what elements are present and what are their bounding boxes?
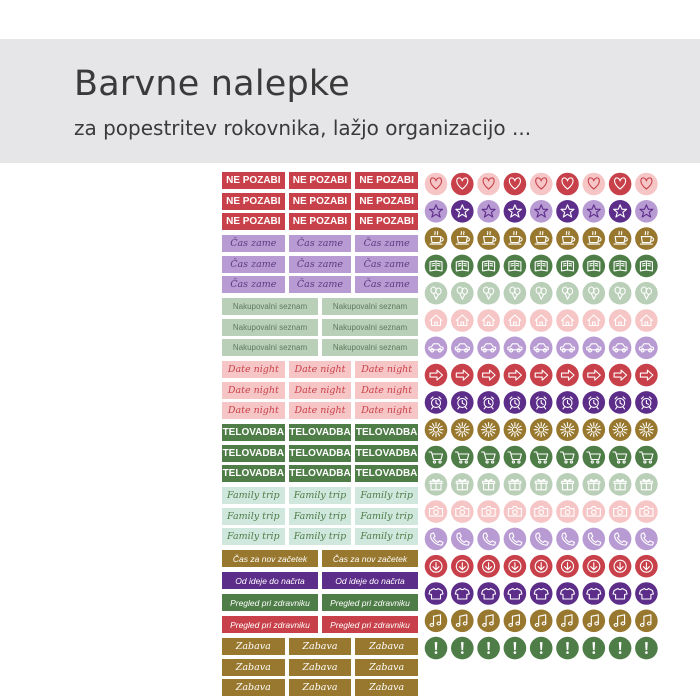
music-note-icon [425, 610, 448, 633]
exclamation-icon [583, 637, 606, 660]
heart-icon [583, 173, 606, 196]
alarm-clock-icon [477, 391, 500, 414]
balloons-icon [635, 282, 658, 305]
balloons-icon [451, 282, 474, 305]
phone-icon [451, 528, 474, 551]
label-sticker: NE POZABI [289, 213, 352, 230]
music-note-icon [556, 610, 579, 633]
car-icon [504, 337, 527, 360]
music-note-icon [530, 610, 553, 633]
exclamation-icon [556, 637, 579, 660]
label-sticker: TELOVADBA [289, 445, 352, 462]
phone-icon [635, 528, 658, 551]
house-icon [530, 309, 553, 332]
label-sticker: NE POZABI [289, 193, 352, 210]
coffee-cup-icon [451, 227, 474, 250]
coffee-cup-icon [477, 227, 500, 250]
label-sticker: Od ideje do načrta [322, 572, 418, 589]
gift-icon [504, 473, 527, 496]
arrow-right-icon [583, 364, 606, 387]
music-note-icon [504, 610, 527, 633]
label-sticker: TELOVADBA [222, 465, 285, 482]
balloons-icon [556, 282, 579, 305]
label-sticker: Nakupovalni seznam [322, 339, 418, 356]
sun-icon [504, 418, 527, 441]
label-sticker: Family trip [222, 508, 285, 525]
phone-icon [425, 528, 448, 551]
alarm-clock-icon [556, 391, 579, 414]
book-icon [425, 255, 448, 278]
shirt-icon [425, 582, 448, 605]
balloons-icon [477, 282, 500, 305]
label-sticker: Pregled pri zdravniku [322, 616, 418, 633]
sun-icon [477, 418, 500, 441]
heart-icon [425, 173, 448, 196]
arrow-right-icon [530, 364, 553, 387]
label-sticker: NE POZABI [355, 172, 418, 189]
arrow-right-icon [609, 364, 632, 387]
label-sticker: Zabava [222, 638, 285, 655]
label-sticker: Date night [355, 382, 418, 399]
label-sticker: Family trip [355, 508, 418, 525]
heart-icon [451, 173, 474, 196]
label-sticker: Pregled pri zdravniku [222, 616, 318, 633]
download-icon [504, 555, 527, 578]
label-sticker: Nakupovalni seznam [222, 298, 318, 315]
label-sticker: TELOVADBA [355, 424, 418, 441]
arrow-right-icon [504, 364, 527, 387]
coffee-cup-icon [609, 227, 632, 250]
label-sticker: Date night [222, 361, 285, 378]
label-sticker: Čas za nov začetek [222, 550, 318, 567]
download-icon [530, 555, 553, 578]
balloons-icon [504, 282, 527, 305]
gift-icon [425, 473, 448, 496]
car-icon [583, 337, 606, 360]
download-icon [477, 555, 500, 578]
house-icon [451, 309, 474, 332]
camera-icon [635, 500, 658, 523]
label-sticker: TELOVADBA [222, 445, 285, 462]
shirt-icon [583, 582, 606, 605]
label-sticker: Nakupovalni seznam [222, 339, 318, 356]
alarm-clock-icon [425, 391, 448, 414]
label-sticker: Family trip [289, 508, 352, 525]
label-sticker: Čas zame [289, 276, 352, 293]
sun-icon [583, 418, 606, 441]
phone-icon [530, 528, 553, 551]
sun-icon [609, 418, 632, 441]
house-icon [477, 309, 500, 332]
star-icon [556, 200, 579, 223]
label-sticker: Family trip [222, 487, 285, 504]
car-icon [425, 337, 448, 360]
car-icon [477, 337, 500, 360]
exclamation-icon [530, 637, 553, 660]
label-sticker: Zabava [289, 679, 352, 696]
download-icon [425, 555, 448, 578]
star-icon [635, 200, 658, 223]
shopping-cart-icon [556, 446, 579, 469]
book-icon [530, 255, 553, 278]
sun-icon [451, 418, 474, 441]
shirt-icon [451, 582, 474, 605]
car-icon [451, 337, 474, 360]
download-icon [635, 555, 658, 578]
heart-icon [504, 173, 527, 196]
car-icon [556, 337, 579, 360]
exclamation-icon [451, 637, 474, 660]
label-sticker: Zabava [355, 638, 418, 655]
label-sticker: Čas zame [222, 276, 285, 293]
label-sticker: NE POZABI [222, 213, 285, 230]
label-sticker: Nakupovalni seznam [322, 298, 418, 315]
camera-icon [504, 500, 527, 523]
arrow-right-icon [635, 364, 658, 387]
phone-icon [556, 528, 579, 551]
shopping-cart-icon [609, 446, 632, 469]
book-icon [477, 255, 500, 278]
camera-icon [609, 500, 632, 523]
gift-icon [530, 473, 553, 496]
page-title: Barvne nalepke [74, 64, 350, 104]
star-icon [451, 200, 474, 223]
label-sticker: Čas zame [355, 235, 418, 252]
label-sticker: Family trip [222, 528, 285, 545]
label-sticker: Čas zame [355, 256, 418, 273]
arrow-right-icon [477, 364, 500, 387]
arrow-right-icon [425, 364, 448, 387]
sun-icon [635, 418, 658, 441]
label-sticker: Zabava [289, 638, 352, 655]
shopping-cart-icon [530, 446, 553, 469]
label-sticker: TELOVADBA [355, 465, 418, 482]
shopping-cart-icon [504, 446, 527, 469]
alarm-clock-icon [609, 391, 632, 414]
star-icon [609, 200, 632, 223]
arrow-right-icon [451, 364, 474, 387]
balloons-icon [425, 282, 448, 305]
label-sticker: Family trip [355, 487, 418, 504]
download-icon [451, 555, 474, 578]
label-sticker: Zabava [355, 679, 418, 696]
label-sticker: Čas zame [289, 235, 352, 252]
heart-icon [477, 173, 500, 196]
star-icon [504, 200, 527, 223]
phone-icon [583, 528, 606, 551]
label-sticker: Date night [222, 402, 285, 419]
label-sticker: Od ideje do načrta [222, 572, 318, 589]
coffee-cup-icon [556, 227, 579, 250]
download-icon [556, 555, 579, 578]
sun-icon [425, 418, 448, 441]
house-icon [635, 309, 658, 332]
car-icon [609, 337, 632, 360]
label-sticker: NE POZABI [355, 193, 418, 210]
alarm-clock-icon [530, 391, 553, 414]
car-icon [635, 337, 658, 360]
label-sticker: Zabava [222, 659, 285, 676]
alarm-clock-icon [583, 391, 606, 414]
label-sticker: NE POZABI [289, 172, 352, 189]
label-sticker: Date night [355, 361, 418, 378]
star-icon [530, 200, 553, 223]
camera-icon [425, 500, 448, 523]
label-sticker: NE POZABI [222, 193, 285, 210]
shirt-icon [556, 582, 579, 605]
coffee-cup-icon [504, 227, 527, 250]
balloons-icon [583, 282, 606, 305]
heart-icon [635, 173, 658, 196]
book-icon [609, 255, 632, 278]
shopping-cart-icon [635, 446, 658, 469]
phone-icon [477, 528, 500, 551]
label-sticker: Date night [289, 361, 352, 378]
label-sticker: Date night [355, 402, 418, 419]
alarm-clock-icon [504, 391, 527, 414]
label-sticker: Date night [222, 382, 285, 399]
label-sticker: Nakupovalni seznam [322, 319, 418, 336]
page-subtitle: za popestritev rokovnika, lažjo organizacijo ... [74, 116, 532, 140]
music-note-icon [609, 610, 632, 633]
label-sticker: Family trip [289, 487, 352, 504]
shirt-icon [530, 582, 553, 605]
sun-icon [530, 418, 553, 441]
book-icon [451, 255, 474, 278]
book-icon [635, 255, 658, 278]
label-sticker: Čas zame [222, 256, 285, 273]
exclamation-icon [425, 637, 448, 660]
house-icon [425, 309, 448, 332]
camera-icon [451, 500, 474, 523]
label-sticker: Pregled pri zdravniku [222, 594, 318, 611]
gift-icon [556, 473, 579, 496]
heart-icon [609, 173, 632, 196]
music-note-icon [477, 610, 500, 633]
shopping-cart-icon [583, 446, 606, 469]
shopping-cart-icon [425, 446, 448, 469]
coffee-cup-icon [425, 227, 448, 250]
shirt-icon [477, 582, 500, 605]
label-sticker: NE POZABI [222, 172, 285, 189]
house-icon [504, 309, 527, 332]
book-icon [583, 255, 606, 278]
label-sticker: Nakupovalni seznam [222, 319, 318, 336]
house-icon [583, 309, 606, 332]
shopping-cart-icon [451, 446, 474, 469]
label-sticker: Family trip [355, 528, 418, 545]
sun-icon [556, 418, 579, 441]
music-note-icon [451, 610, 474, 633]
gift-icon [583, 473, 606, 496]
arrow-right-icon [556, 364, 579, 387]
label-sticker: Zabava [222, 679, 285, 696]
label-sticker: Čas zame [222, 235, 285, 252]
coffee-cup-icon [635, 227, 658, 250]
music-note-icon [635, 610, 658, 633]
book-icon [556, 255, 579, 278]
label-sticker: TELOVADBA [222, 424, 285, 441]
download-icon [583, 555, 606, 578]
shopping-cart-icon [477, 446, 500, 469]
gift-icon [635, 473, 658, 496]
book-icon [504, 255, 527, 278]
label-sticker: Čas zame [355, 276, 418, 293]
label-sticker: TELOVADBA [289, 465, 352, 482]
download-icon [609, 555, 632, 578]
shirt-icon [504, 582, 527, 605]
house-icon [556, 309, 579, 332]
camera-icon [477, 500, 500, 523]
star-icon [583, 200, 606, 223]
camera-icon [530, 500, 553, 523]
heart-icon [556, 173, 579, 196]
phone-icon [504, 528, 527, 551]
label-sticker: Family trip [289, 528, 352, 545]
gift-icon [477, 473, 500, 496]
heart-icon [530, 173, 553, 196]
shirt-icon [609, 582, 632, 605]
house-icon [609, 309, 632, 332]
label-sticker: Čas zame [289, 256, 352, 273]
label-sticker: Zabava [289, 659, 352, 676]
music-note-icon [583, 610, 606, 633]
car-icon [530, 337, 553, 360]
label-sticker: Čas za nov začetek [322, 550, 418, 567]
balloons-icon [530, 282, 553, 305]
coffee-cup-icon [583, 227, 606, 250]
camera-icon [583, 500, 606, 523]
label-sticker: NE POZABI [355, 213, 418, 230]
exclamation-icon [504, 637, 527, 660]
alarm-clock-icon [635, 391, 658, 414]
exclamation-icon [609, 637, 632, 660]
exclamation-icon [635, 637, 658, 660]
label-sticker: Zabava [355, 659, 418, 676]
exclamation-icon [477, 637, 500, 660]
alarm-clock-icon [451, 391, 474, 414]
gift-icon [451, 473, 474, 496]
star-icon [477, 200, 500, 223]
label-sticker: Date night [289, 402, 352, 419]
label-sticker: Pregled pri zdravniku [322, 594, 418, 611]
phone-icon [609, 528, 632, 551]
camera-icon [556, 500, 579, 523]
gift-icon [609, 473, 632, 496]
balloons-icon [609, 282, 632, 305]
label-sticker: TELOVADBA [355, 445, 418, 462]
coffee-cup-icon [530, 227, 553, 250]
label-sticker: TELOVADBA [289, 424, 352, 441]
star-icon [425, 200, 448, 223]
shirt-icon [635, 582, 658, 605]
label-sticker: Date night [289, 382, 352, 399]
